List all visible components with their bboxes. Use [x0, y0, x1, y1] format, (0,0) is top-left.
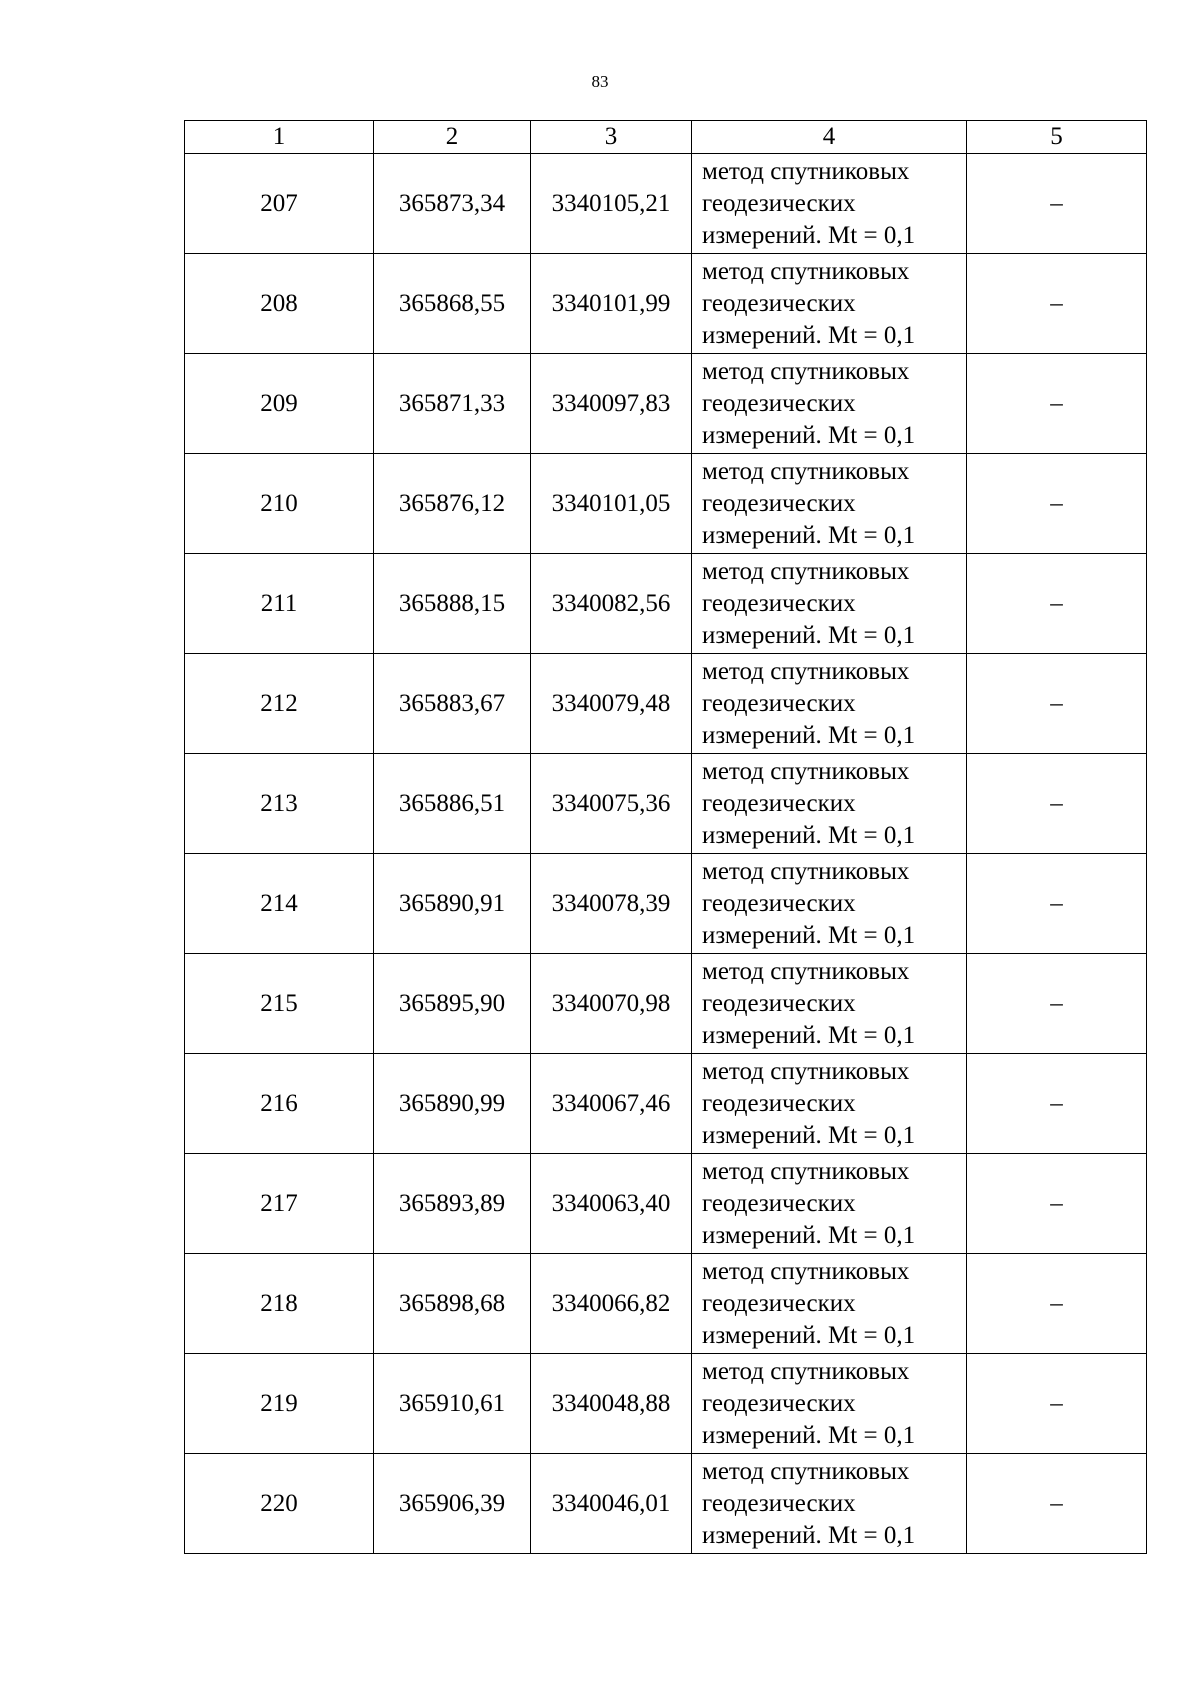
point-number-cell: 220 — [185, 1454, 374, 1554]
y-coordinate-cell: 3340082,56 — [531, 554, 692, 654]
method-text-line: метод спутниковых — [702, 1257, 910, 1285]
point-number-cell: 219 — [185, 1354, 374, 1454]
method-text-line: геодезических — [702, 589, 856, 617]
method-text-line: геодезических — [702, 1189, 856, 1217]
method-text-line: геодезических — [702, 889, 856, 917]
table-row — [185, 154, 1147, 254]
method-text-line: измерений. Mt = 0,1 — [702, 1121, 916, 1149]
method-text-line: измерений. Mt = 0,1 — [702, 221, 916, 249]
note-cell: – — [967, 654, 1147, 754]
x-coordinate-cell: 365873,34 — [374, 154, 531, 254]
header-cell-2: 2 — [374, 121, 531, 154]
note-cell: – — [967, 254, 1147, 354]
table-row — [185, 1454, 1147, 1554]
method-cell — [692, 454, 967, 554]
page-number: 83 — [591, 72, 609, 91]
method-text-line: метод спутниковых — [702, 1157, 910, 1185]
method-text-line: геодезических — [702, 389, 856, 417]
method-cell — [692, 1154, 967, 1254]
table-row — [185, 754, 1147, 854]
point-number-cell: 208 — [185, 254, 374, 354]
method-cell — [692, 854, 967, 954]
method-cell — [692, 654, 967, 754]
table-row — [185, 354, 1147, 454]
method-cell — [692, 954, 967, 1054]
table-row — [185, 1054, 1147, 1154]
method-text-line: метод спутниковых — [702, 1057, 910, 1085]
point-number-cell: 217 — [185, 1154, 374, 1254]
note-cell: – — [967, 554, 1147, 654]
method-text-line: измерений. Mt = 0,1 — [702, 421, 916, 449]
header-cell-5: 5 — [967, 121, 1147, 154]
note-cell: – — [967, 1454, 1147, 1554]
method-text-line: измерений. Mt = 0,1 — [702, 1221, 916, 1249]
table-row — [185, 654, 1147, 754]
header-cell-1: 1 — [185, 121, 374, 154]
method-text-line: метод спутниковых — [702, 657, 910, 685]
method-text-line: геодезических — [702, 189, 856, 217]
y-coordinate-cell: 3340101,05 — [531, 454, 692, 554]
header-row — [185, 121, 1147, 154]
method-text-line: геодезических — [702, 1289, 856, 1317]
point-number-cell: 214 — [185, 854, 374, 954]
x-coordinate-cell: 365898,68 — [374, 1254, 531, 1354]
x-coordinate-cell: 365886,51 — [374, 754, 531, 854]
method-text-line: геодезических — [702, 1089, 856, 1117]
table-row — [185, 1154, 1147, 1254]
x-coordinate-cell: 365890,91 — [374, 854, 531, 954]
y-coordinate-cell: 3340066,82 — [531, 1254, 692, 1354]
method-cell — [692, 154, 967, 254]
point-number-cell: 213 — [185, 754, 374, 854]
note-cell: – — [967, 154, 1147, 254]
method-text-line: геодезических — [702, 489, 856, 517]
method-text-line: геодезических — [702, 789, 856, 817]
method-text-line: геодезических — [702, 689, 856, 717]
y-coordinate-cell: 3340079,48 — [531, 654, 692, 754]
method-cell — [692, 254, 967, 354]
method-text-line: измерений. Mt = 0,1 — [702, 1021, 916, 1049]
table-row — [185, 554, 1147, 654]
x-coordinate-cell: 365895,90 — [374, 954, 531, 1054]
note-cell: – — [967, 854, 1147, 954]
method-text-line: геодезических — [702, 289, 856, 317]
table-row — [185, 854, 1147, 954]
method-cell — [692, 1354, 967, 1454]
point-number-cell: 216 — [185, 1054, 374, 1154]
method-cell — [692, 354, 967, 454]
note-cell: – — [967, 1354, 1147, 1454]
method-cell — [692, 1254, 967, 1354]
coordinates-table — [184, 120, 1147, 1554]
method-text-line: метод спутниковых — [702, 1357, 910, 1385]
method-text-line: метод спутниковых — [702, 357, 910, 385]
method-text-line: геодезических — [702, 1489, 856, 1517]
y-coordinate-cell: 3340105,21 — [531, 154, 692, 254]
method-text-line: измерений. Mt = 0,1 — [702, 721, 916, 749]
point-number-cell: 212 — [185, 654, 374, 754]
method-cell — [692, 754, 967, 854]
x-coordinate-cell: 365910,61 — [374, 1354, 531, 1454]
method-cell — [692, 1454, 967, 1554]
point-number-cell: 210 — [185, 454, 374, 554]
table-row — [185, 1354, 1147, 1454]
y-coordinate-cell: 3340063,40 — [531, 1154, 692, 1254]
x-coordinate-cell: 365893,89 — [374, 1154, 531, 1254]
method-text-line: метод спутниковых — [702, 557, 910, 585]
y-coordinate-cell: 3340046,01 — [531, 1454, 692, 1554]
method-text-line: метод спутниковых — [702, 157, 910, 185]
y-coordinate-cell: 3340067,46 — [531, 1054, 692, 1154]
method-text-line: измерений. Mt = 0,1 — [702, 621, 916, 649]
method-cell — [692, 1054, 967, 1154]
point-number-cell: 209 — [185, 354, 374, 454]
table-row — [185, 954, 1147, 1054]
y-coordinate-cell: 3340101,99 — [531, 254, 692, 354]
method-text-line: измерений. Mt = 0,1 — [702, 1421, 916, 1449]
y-coordinate-cell: 3340075,36 — [531, 754, 692, 854]
method-text-line: геодезических — [702, 989, 856, 1017]
point-number-cell: 207 — [185, 154, 374, 254]
method-text-line: метод спутниковых — [702, 457, 910, 485]
note-cell: – — [967, 754, 1147, 854]
point-number-cell: 215 — [185, 954, 374, 1054]
y-coordinate-cell: 3340097,83 — [531, 354, 692, 454]
y-coordinate-cell: 3340048,88 — [531, 1354, 692, 1454]
note-cell: – — [967, 354, 1147, 454]
note-cell: – — [967, 1054, 1147, 1154]
note-cell: – — [967, 1154, 1147, 1254]
header-cell-3: 3 — [531, 121, 692, 154]
x-coordinate-cell: 365906,39 — [374, 1454, 531, 1554]
method-text-line: метод спутниковых — [702, 1457, 910, 1485]
x-coordinate-cell: 365871,33 — [374, 354, 531, 454]
method-text-line: измерений. Mt = 0,1 — [702, 321, 916, 349]
x-coordinate-cell: 365868,55 — [374, 254, 531, 354]
method-cell — [692, 554, 967, 654]
note-cell: – — [967, 1254, 1147, 1354]
note-cell: – — [967, 454, 1147, 554]
method-text-line: измерений. Mt = 0,1 — [702, 1321, 916, 1349]
method-text-line: метод спутниковых — [702, 857, 910, 885]
table-row — [185, 254, 1147, 354]
method-text-line: метод спутниковых — [702, 757, 910, 785]
y-coordinate-cell: 3340078,39 — [531, 854, 692, 954]
table-row — [185, 1254, 1147, 1354]
method-text-line: измерений. Mt = 0,1 — [702, 1521, 916, 1549]
header-cell-4: 4 — [692, 121, 967, 154]
x-coordinate-cell: 365888,15 — [374, 554, 531, 654]
table-row — [185, 454, 1147, 554]
x-coordinate-cell: 365883,67 — [374, 654, 531, 754]
method-text-line: измерений. Mt = 0,1 — [702, 921, 916, 949]
x-coordinate-cell: 365890,99 — [374, 1054, 531, 1154]
method-text-line: измерений. Mt = 0,1 — [702, 521, 916, 549]
y-coordinate-cell: 3340070,98 — [531, 954, 692, 1054]
point-number-cell: 218 — [185, 1254, 374, 1354]
x-coordinate-cell: 365876,12 — [374, 454, 531, 554]
method-text-line: метод спутниковых — [702, 957, 910, 985]
method-text-line: измерений. Mt = 0,1 — [702, 821, 916, 849]
note-cell: – — [967, 954, 1147, 1054]
method-text-line: метод спутниковых — [702, 257, 910, 285]
point-number-cell: 211 — [185, 554, 374, 654]
method-text-line: геодезических — [702, 1389, 856, 1417]
